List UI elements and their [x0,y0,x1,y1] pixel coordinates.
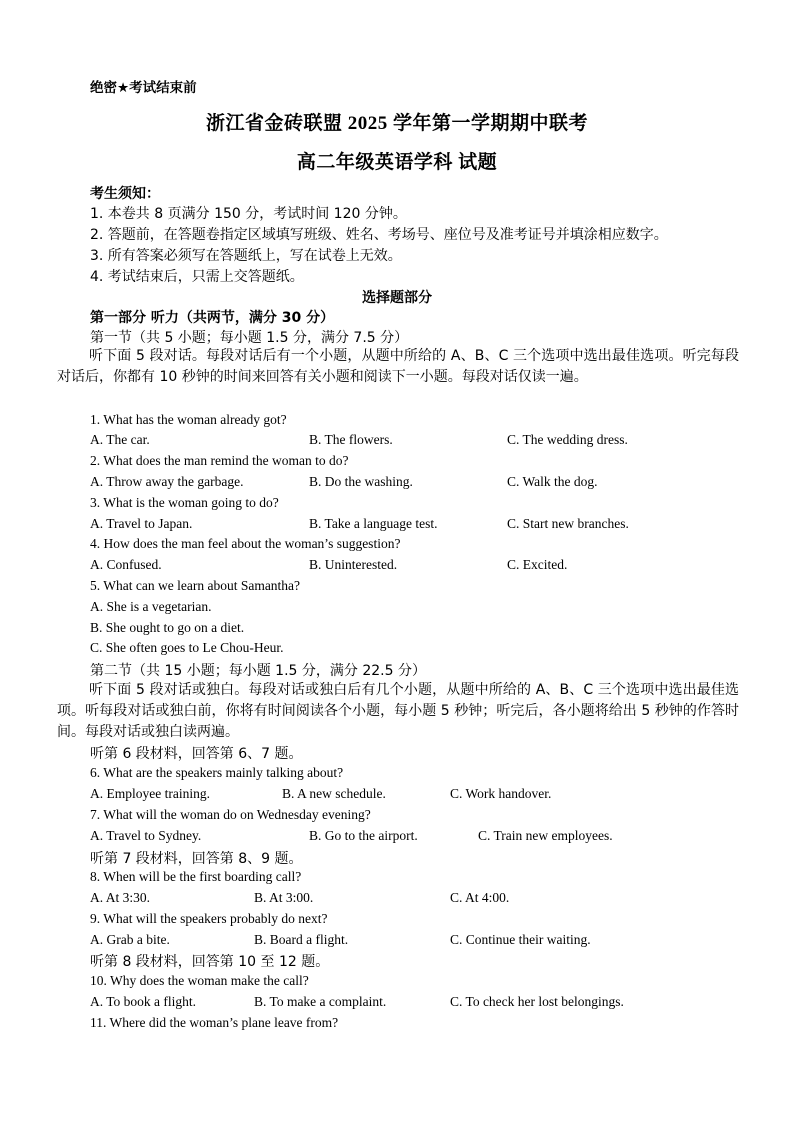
exam-title: 浙江省金砖联盟 2025 学年第一学期期中联考 [205,113,588,134]
option-b: B. The flowers. [309,432,393,447]
option-a: A. Employee training. [90,786,210,801]
question-stem: 6. What are the speakers mainly talking about? [90,765,344,780]
option-c: C. At 4:00. [450,890,510,905]
option-a: A. Grab a bite. [90,932,170,947]
question-stem: 4. How does the man feel about the woman’s suggestion? [90,536,401,551]
option-c: C. Train new employees. [478,828,613,843]
option-a: A. Throw away the garbage. [90,474,244,489]
option-c: C. Start new branches. [507,516,629,531]
option-c: C. Work handover. [450,786,552,801]
option-a: A. To book a flight. [90,994,197,1009]
exam-subtitle: 高二年级英语学科 试题 [296,152,498,173]
question-stem: 5. What can we learn about Samantha? [90,578,301,593]
question-stem: 2. What does the man remind the woman to do? [90,453,349,468]
option-c: C. She often goes to Le Chou-Heur. [90,640,284,655]
option-a: A. Confused. [90,557,162,572]
option-b: B. Uninterested. [309,557,398,572]
option-c: C. To check her lost belongings. [450,994,624,1009]
option-b: B. Go to the airport. [309,828,418,843]
option-b: B. Board a flight. [254,932,349,947]
question-stem: 1. What has the woman already got? [90,412,287,427]
option-c: C. Continue their waiting. [450,932,591,947]
option-a: A. Travel to Sydney. [90,828,202,843]
material-label: 听第 8 段材料，回答第 10 至 12 题。 [90,954,330,970]
notice-item: 1. 本卷共 8 页满分 150 分，考试时间 120 分钟。 [90,206,407,222]
option-a: A. The car. [90,432,150,447]
option-a: A. At 3:30. [90,890,151,905]
notice-item: 3. 所有答案必须写在答题纸上，写在试卷上无效。 [90,248,402,264]
question-stem: 7. What will the woman do on Wednesday evening? [90,807,371,822]
option-b: B. She ought to go on a diet. [90,620,245,635]
option-b: B. At 3:00. [254,890,314,905]
notice-item: 4. 考试结束后，只需上交答题纸。 [90,269,304,285]
option-c: C. Excited. [507,557,568,572]
option-a: A. Travel to Japan. [90,516,193,531]
option-c: C. The wedding dress. [507,432,628,447]
option-b: B. To make a complaint. [254,994,387,1009]
question-stem: 9. What will the speakers probably do next? [90,911,328,926]
question-stem: 10. Why does the woman make the call? [90,973,309,988]
notice-item: 2. 答题前，在答题卷指定区域填写班级、姓名、考场号、座位号及准考证号并填涂相应数字。 [90,227,668,243]
question-stem: 3. What is the woman going to do? [90,495,279,510]
option-a: A. She is a vegetarian. [90,599,212,614]
question-stem: 8. When will be the first boarding call? [90,869,302,884]
option-b: B. A new schedule. [282,786,386,801]
part1-heading: 第一部分 听力（共两节，满分 30 分） [90,310,335,326]
notice-heading: 考生须知： [90,186,160,202]
section1-instruction: 听下面 5 段对话。每段对话后有一个小题，从题中所给的 A、B、C 三个选项中选出最佳选项。听完每段对话后，你都有 10 秒钟的时间来回答有关小题和阅读下一小题。每段对话仅读一遍。 [57,348,739,385]
option-b: B. Do the washing. [309,474,413,489]
section2-instruction: 听下面 5 段对话或独白。每段对话或独白后有几个小题，从题中所给的 A、B、C 三个选项中选出最佳选项。听每段对话或独白前，你将有时间阅读各个小题，每小题 5 秒钟；听完后，各小题将给出 5 秒钟的作答时间。每段对话或独白读两遍。 [57,682,739,740]
section-label: 选择题部分 [362,290,432,306]
question-stem: 11. Where did the woman’s plane leave from? [90,1015,339,1030]
option-b: B. Take a language test. [309,516,438,531]
section1-heading: 第一节（共 5 小题；每小题 1.5 分，满分 7.5 分） [90,330,409,346]
secret-mark: 绝密★考试结束前 [90,80,197,96]
option-c: C. Walk the dog. [507,474,598,489]
material-label: 听第 7 段材料，回答第 8、9 题。 [90,851,303,867]
material-label: 听第 6 段材料，回答第 6、7 题。 [90,746,303,762]
section2-heading: 第二节（共 15 小题；每小题 1.5 分，满分 22.5 分） [90,663,426,679]
